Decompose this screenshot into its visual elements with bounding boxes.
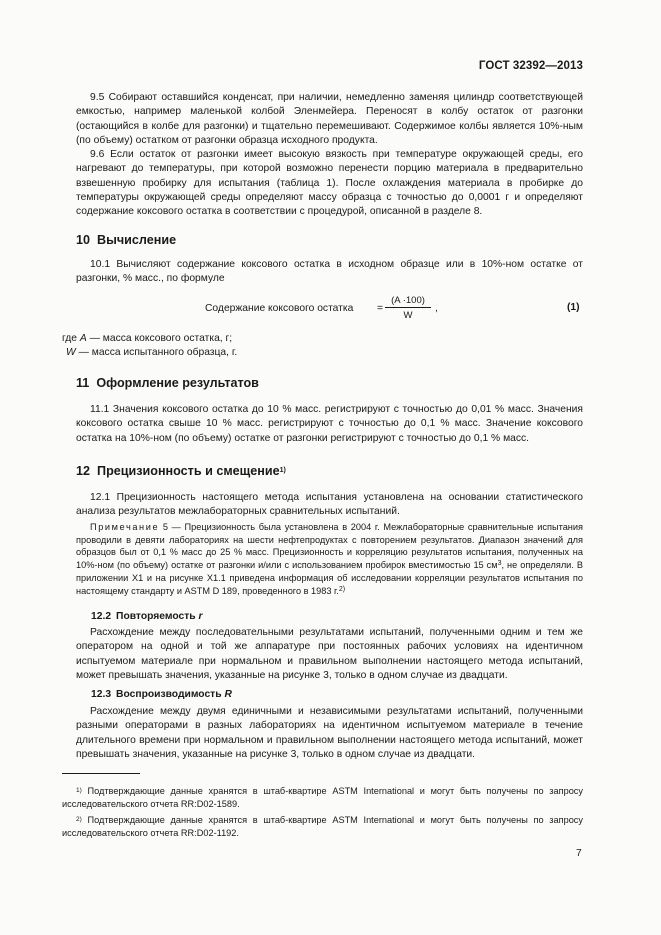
paragraph-10-1: 10.1 Вычисляют содержание коксового остатка в исходном образце или в 10%-ном остатке от разгонки, % масс., по формуле <box>76 259 583 285</box>
formula-comma: , <box>435 303 438 314</box>
formula-lhs: Содержание коксового остатка <box>205 303 354 314</box>
section-12-heading <box>76 464 286 478</box>
formula-equals: = <box>377 303 384 314</box>
superscript: 3 <box>497 560 502 568</box>
section-10-heading <box>76 233 176 247</box>
section-number: 12 <box>76 464 91 478</box>
section-title: Прецизионность и смещение <box>97 464 280 478</box>
subsection-12-3-heading <box>91 689 232 700</box>
subsection-12-2-heading <box>91 611 203 622</box>
paragraph-9-5: 9.5 Собирают оставшийся конденсат, при наличии, немедленно заменяя цилиндр соответствующей емкостью, например маленькой колбой Эленмейера. Переносят в колбу остаток от разгонки (остающийся в колбе для разгонки) и тщательно перемешивают. Содержимое колбы является 10%-ным (по объему) остатком от разгонки образца исходного продукта. <box>76 92 583 146</box>
paragraph-9-6: 9.6 Если остаток от разгонки имеет высокую вязкость при температуре окружающей среды, его нагревают до температуры, при которой возможно перенести порцию материала в предварительно взвешенную пробирку для испытания (таблица 1). После охлаждения материала в пробирке до температуры окружающей среды определяют массу образца с точностью до 0,0001 г и определяют содержание коксового остатка в соответствии с процедурой, описанной в разделе 8. <box>76 149 583 218</box>
note-text: 5 — Прецизионность была установлена в 2004 г. Межлабораторные сравнительные испытания проводили в девяти лабораториях на шести нефтепродуктах с повторением результатов. Диапазон значений для образцов был от 0,1 % масс до 25 % масс. Прецизионность и корреляцию результатов испытания, полученных на 10%-ном (по объему) остатке от разгонки и/или с использованием пробирок вместимостью 15 см <box>76 522 583 571</box>
variable-text: — масса испытанного образца, г. <box>75 347 238 358</box>
section-number: 10 <box>76 233 91 247</box>
section-title: Вычисление <box>97 233 177 247</box>
variable-text: — масса коксового остатка, г; <box>86 333 233 344</box>
equation-number: (1) <box>567 302 580 313</box>
footnote-1 <box>62 785 583 810</box>
document-header: ГОСТ 32392—2013 <box>478 60 583 72</box>
subsection-number: 12.3 <box>91 689 112 700</box>
footnote-text: Подтверждающие данные хранятся в штаб-квартире ASTM International и могут быть получены по запросу исследовательского отчета RR:D02-1192. <box>62 815 583 838</box>
footnote-mark: 1) <box>76 787 82 794</box>
subsection-title: Воспроизводимость <box>116 689 222 700</box>
note-label: Примечание <box>90 522 160 532</box>
footnote-divider <box>62 773 140 774</box>
subsection-symbol: R <box>224 689 232 700</box>
footnote-2 <box>62 814 583 839</box>
variable-symbol: A <box>79 333 87 344</box>
note-5 <box>76 521 583 597</box>
footnote-text: Подтверждающие данные хранятся в штаб-квартире ASTM International и могут быть получены по запросу исследовательского отчета RR:D02-1589. <box>62 786 583 809</box>
variable-definition-a <box>62 332 232 346</box>
subsection-symbol: r <box>198 611 203 622</box>
section-number: 11 <box>76 376 90 390</box>
section-11-heading <box>76 376 259 390</box>
footnote-ref: 2) <box>338 585 346 593</box>
variable-definition-w <box>66 346 237 360</box>
paragraph-12-1: 12.1 Прецизионность настоящего метода испытания установлена на основании статистического анализа результатов межлабораторных сравнительных испытаний. <box>76 492 583 518</box>
formula-numerator: (A ·100) <box>385 295 431 308</box>
page-number: 7 <box>576 848 582 859</box>
section-title: Оформление результатов <box>96 376 259 390</box>
paragraph-12-3: Расхождение между двумя единичными и независимыми результатами испытаний, полученными разными операторами в разных лабораториях на идентичном испытуемом материале в течение длительного времени при нормальном и правильном выполнении настоящего метода испытаний, может превышать значения, указанные на рисунке 3, только в одном случае из двадцати. <box>76 706 583 760</box>
subsection-title: Повторяемость <box>116 611 196 622</box>
paragraph-12-2: Расхождение между последовательными результатами испытаний, полученными одним и тем же оператором на одной и той же аппаратуре при постоянных рабочих условиях на идентичном испытуемом материале при нормальном и правильном выполнении настоящего метода испытаний, может превышать значения, указанные на рисунке 3, только в одном случае из двадцати. <box>76 627 583 681</box>
footnote-ref: 1) <box>279 467 286 474</box>
subsection-number: 12.2 <box>91 611 112 622</box>
where-word: где <box>62 333 78 344</box>
footnote-mark: 2) <box>76 816 82 823</box>
paragraph-11-1: 11.1 Значения коксового остатка до 10 % масс. регистрируют с точностью до 0,01 % масс. Значения коксового остатка свыше 10 % масс. регистрируют с точностью до 0,1 % масс. Значение коксового остатка на 10%-ном (по объему) остатке от разгонки регистрируют с точностью до 0,1 % масс. <box>76 404 583 444</box>
note-text-cont: , не определяли. В приложении X1 и на рисунке X1.1 приведена информация об исследовании корреляции результатов испытания по настоящему стандарту и ASTM D 189, проведенного в 1983 г. <box>76 560 583 596</box>
formula-fraction <box>385 295 431 321</box>
formula-denominator: W <box>403 310 413 321</box>
variable-symbol: W <box>66 347 76 358</box>
